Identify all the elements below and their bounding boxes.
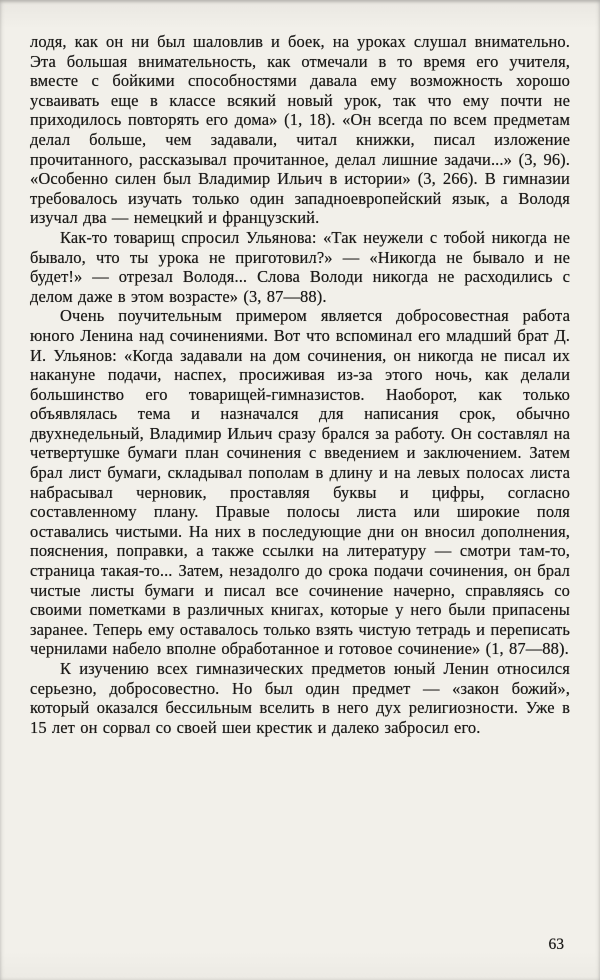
paragraph-continuation: лодя, как он ни был шаловлив и боек, на уроках слушал внимательно. Эта большая внимательность, как отмечали в то время его учителя, вместе с бойкими способностями давала ему возможность хорошо усваивать еще в классе всякий новый урок, так что ему почти не приходилось повторять его дома» (1, 18). «Он всегда по всем предметам делал больше, чем задавали, читал книжки, писал изложение прочитанного, рассказывал прочитанное, делал лишние задачи...» (3, 96). «Особенно силен был Владимир Ильич в истории» (3, 266). В гимназии требовалось изучать только один западноевропейский язык, а Володя изучал два — немецкий и французский. — [30, 32, 570, 228]
page-text — [30, 32, 570, 737]
paragraph: К изучению всех гимназических предметов юный Ленин относился серьезно, добросовестно. Но был один предмет — «закон божий», который оказался бессильным вселить в него дух религиозности. Уже в 15 лет он сорвал со своей шеи крестик и далеко забросил его. — [30, 659, 570, 737]
page-number: 63 — [548, 936, 564, 953]
paragraph: Очень поучительным примером является добросовестная работа юного Ленина над сочинениями. Вот что вспоминал его младший брат Д. И. Ульянов: «Когда задавали на дом сочинения, он никогда не писал их накануне подачи, наспех, просиживая из-за этого ночь, как делали большинство его товарищей-гимназистов. Наоборот, как только объявлялась тема и назначался для написания срок, обычно двухнедельный, Владимир Ильич сразу брался за работу. Он составлял на четвертушке бумаги план сочинения с введением и заключением. Затем брал лист бумаги, складывал пополам в длину и на левых полосах листа набрасывал черновик, проставляя буквы и цифры, согласно составленному плану. Правые полосы листа или широкие поля оставались чистыми. На них в последующие дни он вносил дополнения, пояснения, поправки, а также ссылки на литературу — смотри там-то, страница такая-то... Затем, незадолго до срока подачи сочинения, он брал чистые листы бумаги и писал все сочинение начерно, справляясь со своими пометками в различных книгах, которые у него были припасены заранее. Теперь ему оставалось только взять чистую тетрадь и переписать чернилами набело вполне обработанное и готовое сочинение» (1, 87—88). — [30, 306, 570, 659]
paragraph: Как-то товарищ спросил Ульянова: «Так неужели с тобой никогда не бывало, что ты урока не приготовил?» — «Никогда не бывало и не будет!» — отрезал Володя... Слова Володи никогда не расходились с делом даже в этом возрасте» (3, 87—88). — [30, 227, 570, 306]
